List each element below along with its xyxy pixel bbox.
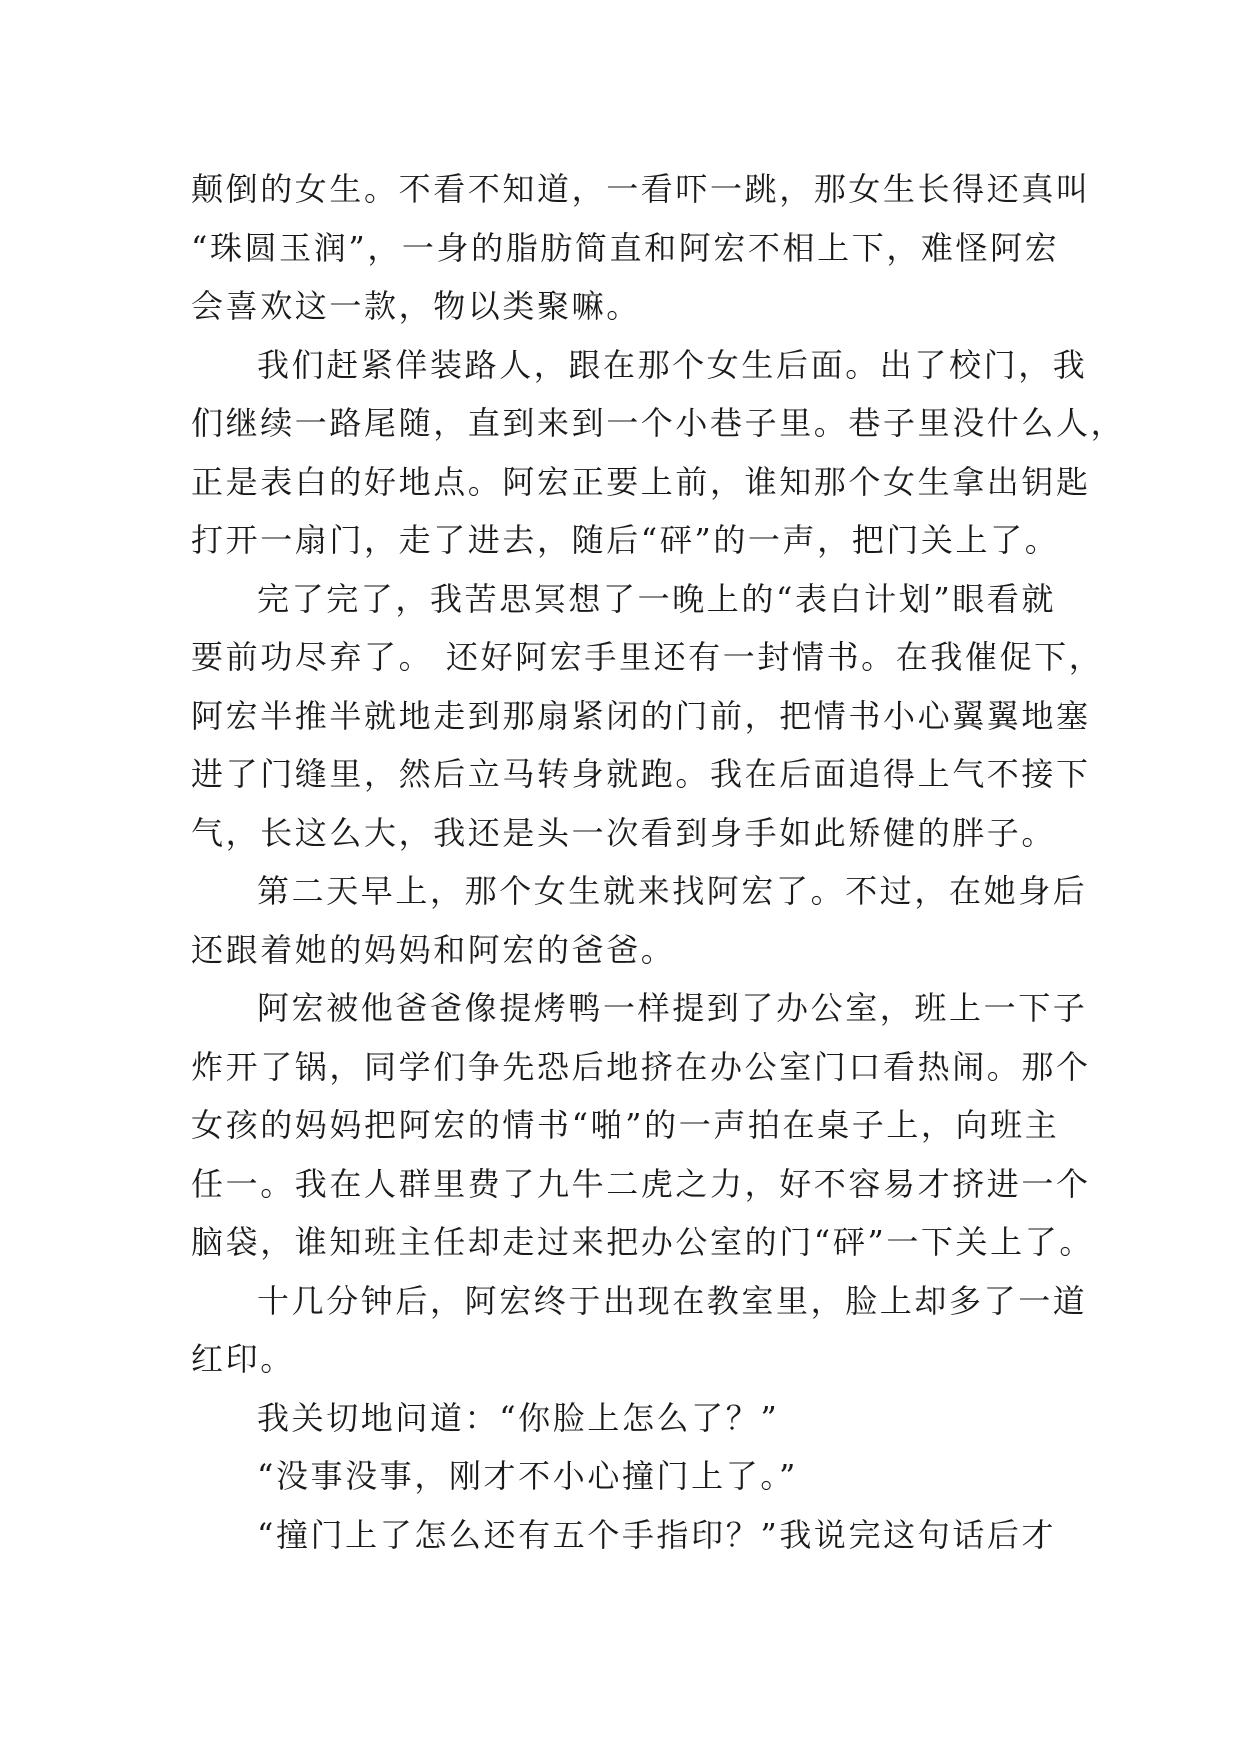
text-line: 阿宏半推半就地走到那扇紧闭的门前，把情书小心翼翼地塞	[191, 696, 1091, 735]
text-line: 我们赶紧佯装路人，跟在那个女生后面。出了校门，我	[257, 345, 1088, 384]
text-line: “没事没事，刚才不小心撞门上了。”	[257, 1457, 798, 1495]
text-line: 气，长这么大，我还是头一次看到身手如此矫健的胖子。	[191, 813, 1057, 852]
text-line: 们继续一路尾随，直到来到一个小巷子里。巷子里没什么人，	[191, 404, 1126, 442]
text-line: 红印。	[191, 1340, 295, 1378]
text-line: 要前功尽弃了。 还好阿宏手里还有一封情书。在我催促下，	[191, 638, 1104, 676]
text-line: 炸开了锅，同学们争先恐后地挤在办公室门口看热闹。那个	[191, 1047, 1091, 1086]
text-line: “撞门上了怎么还有五个手指印？”我说完这句话后才	[257, 1515, 1057, 1554]
text-line: 女孩的妈妈把阿宏的情书“啪”的一声拍在桌子上，向班主	[191, 1106, 1060, 1144]
text-line: 颠倒的女生。不看不知道，一看吓一跳，那女生长得还真叫	[191, 170, 1091, 208]
text-line: 会喜欢这一款，物以类聚嘛。	[191, 287, 641, 325]
body-text	[191, 160, 1126, 1564]
text-line: “珠圆玉润”，一身的脂肪简直和阿宏不相上下，难怪阿宏	[191, 228, 1060, 267]
text-line: 完了完了，我苦思冥想了一晚上的“表白计划”眼看就	[257, 579, 1057, 618]
text-line: 正是表白的好地点。阿宏正要上前，谁知那个女生拿出钥匙	[191, 462, 1091, 501]
text-line: 十几分钟后，阿宏终于出现在教室里，脸上却多了一道	[257, 1281, 1088, 1320]
text-line: 打开一扇门，走了进去，随后“砰”的一声，把门关上了。	[191, 521, 1060, 559]
text-line: 第二天早上，那个女生就来找阿宏了。不过，在她身后	[257, 872, 1088, 910]
text-line: 进了门缝里，然后立马转身就跑。我在后面追得上气不接下	[191, 755, 1091, 793]
text-line: 我关切地问道：“你脸上怎么了？”	[257, 1398, 780, 1437]
text-line: 脑袋，谁知班主任却走过来把办公室的门“砰”一下关上了。	[191, 1223, 1094, 1261]
text-line: 任一。我在人群里费了九牛二虎之力，好不容易才挤进一个	[191, 1164, 1091, 1203]
text-line: 还跟着她的妈妈和阿宏的爸爸。	[191, 930, 676, 969]
text-line: 阿宏被他爸爸像提烤鸭一样提到了办公室，班上一下子	[257, 989, 1088, 1027]
